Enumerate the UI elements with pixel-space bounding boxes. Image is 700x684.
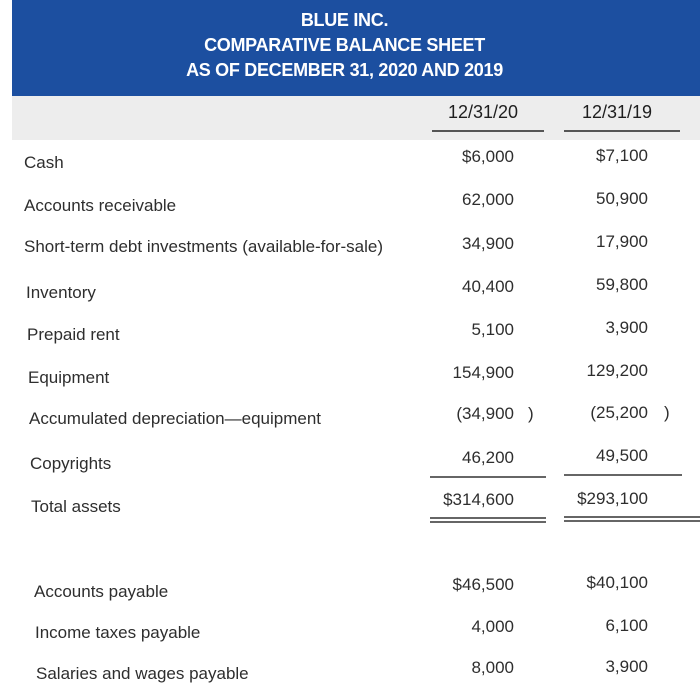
row-label-accounts-receivable: Accounts receivable	[24, 196, 177, 215]
column-header-2019: 12/31/19	[582, 102, 653, 122]
row-label-income-taxes-payable: Income taxes payable	[35, 623, 201, 642]
column-header-2020: 12/31/20	[448, 102, 519, 122]
value-short-term-investments-2020: 34,900	[462, 234, 514, 253]
value-total-assets-2019: $293,100	[577, 489, 648, 508]
row-label-prepaid-rent: Prepaid rent	[27, 325, 120, 344]
value-copyrights-2019: 49,500	[596, 446, 648, 465]
row-label-short-term-investments: Short-term debt investments (available-for-sale)	[24, 237, 384, 256]
value-prepaid-rent-2019: 3,900	[605, 318, 648, 337]
statement-header	[12, 0, 700, 96]
value-equipment-2020: 154,900	[452, 363, 514, 382]
row-label-salaries-wages-payable: Salaries and wages payable	[36, 664, 249, 683]
value-inventory-2019: 59,800	[596, 275, 648, 294]
value-income-taxes-payable-2020: 4,000	[471, 617, 514, 636]
column-header-rule-2019	[564, 130, 680, 132]
value-equipment-2019: 129,200	[586, 361, 648, 380]
paren-close-2020: )	[528, 404, 534, 423]
value-cash-2019: $7,100	[596, 146, 648, 165]
total-double-rule-2020-bottom	[430, 521, 546, 523]
value-prepaid-rent-2020: 5,100	[471, 320, 514, 339]
total-double-rule-2019-bottom	[564, 520, 700, 522]
row-label-copyrights: Copyrights	[30, 454, 112, 473]
paren-close-2019: )	[664, 403, 670, 422]
value-accounts-payable-2020: $46,500	[452, 575, 514, 594]
value-salaries-wages-payable-2020: 8,000	[471, 658, 514, 677]
value-income-taxes-payable-2019: 6,100	[605, 616, 648, 635]
row-label-accounts-payable: Accounts payable	[34, 582, 169, 601]
value-accumulated-depreciation-2019: (25,200	[590, 403, 648, 422]
row-label-inventory: Inventory	[26, 283, 96, 302]
value-total-assets-2020: $314,600	[443, 490, 514, 509]
value-accounts-receivable-2019: 50,900	[596, 189, 648, 208]
statement-title: COMPARATIVE BALANCE SHEET	[204, 35, 485, 55]
subtotal-rule-2020	[430, 476, 546, 478]
row-label-accumulated-depreciation: Accumulated depreciation—equipment	[29, 409, 322, 428]
value-accumulated-depreciation-2020: (34,900	[456, 404, 514, 423]
company-name: BLUE INC.	[300, 10, 389, 30]
statement-period: AS OF DECEMBER 31, 2020 AND 2019	[186, 60, 503, 80]
value-accounts-receivable-2020: 62,000	[462, 190, 514, 209]
value-copyrights-2020: 46,200	[462, 448, 514, 467]
total-double-rule-2020-top	[430, 517, 546, 519]
value-inventory-2020: 40,400	[462, 277, 514, 296]
row-label-cash: Cash	[24, 153, 64, 172]
value-salaries-wages-payable-2019: 3,900	[605, 657, 648, 676]
value-cash-2020: $6,000	[462, 147, 514, 166]
row-label-equipment: Equipment	[28, 368, 110, 387]
column-header-rule-2020	[432, 130, 544, 132]
value-short-term-investments-2019: 17,900	[596, 232, 648, 251]
value-accounts-payable-2019: $40,100	[586, 573, 648, 592]
row-label-total-assets: Total assets	[31, 497, 121, 516]
total-double-rule-2019-top	[564, 516, 700, 518]
subtotal-rule-2019	[564, 474, 682, 476]
